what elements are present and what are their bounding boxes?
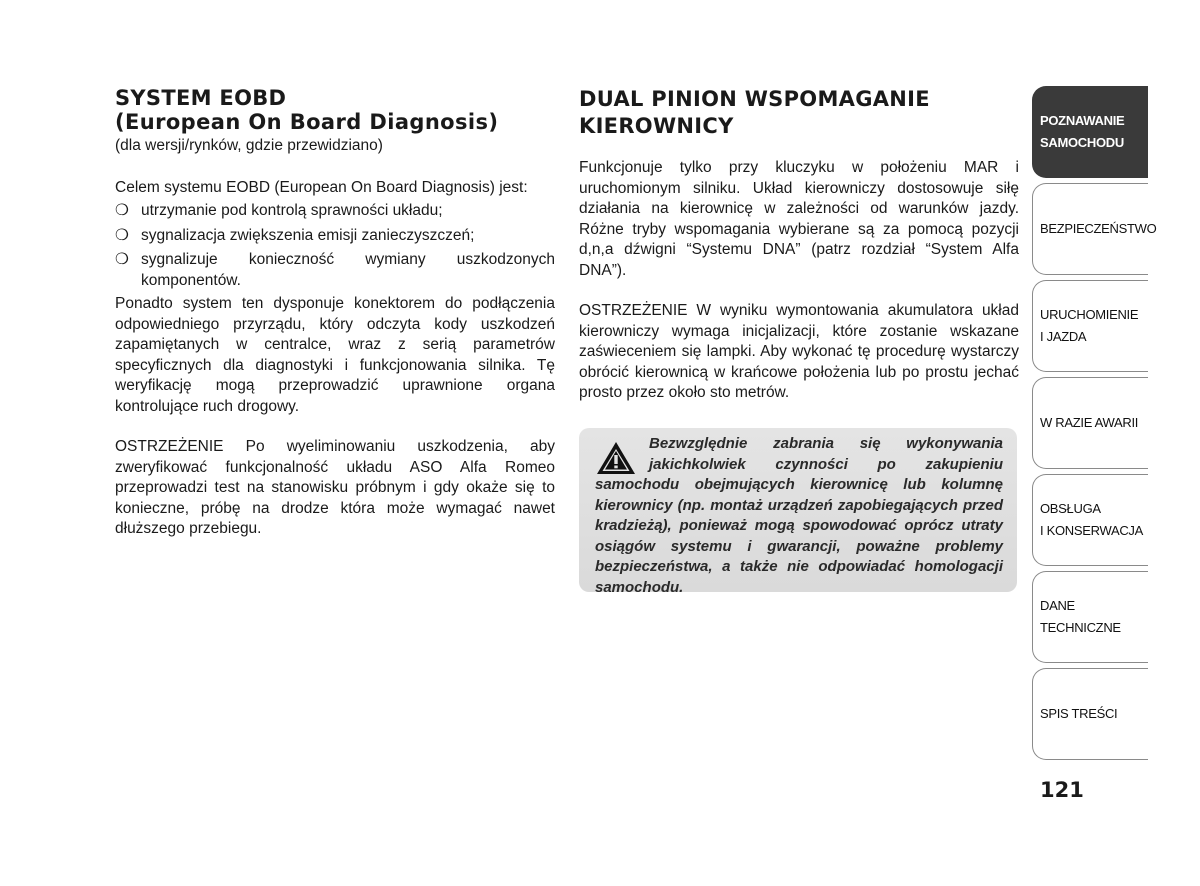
warning-text: Bezwzględnie zabrania się wykonywania jakichkolwiek czynności po zakupieniu samochodu obejmujących kierownicę lub kolumnę kierownicy (np. montaż urządzeń zapobiegających przed kradzieżą), ponieważ mogą spowodować oprócz utraty osiągów systemu i gwarancji, poważne problemy bezpieczeństwa, a także nie odpowiadać homologacji samochodu. — [595, 435, 1003, 596]
list-item: ❍ utrzymanie pod kontrolą sprawności układu; — [115, 201, 555, 222]
bullet-circle-icon: ❍ — [115, 226, 129, 244]
tab-dane-techniczne[interactable]: DANE TECHNICZNE — [1032, 571, 1148, 663]
tab-w-razie-awarii[interactable]: W RAZIE AWARII — [1032, 377, 1148, 469]
eobd-title — [115, 86, 555, 134]
eobd-title-sub: (European On Board Diagnosis) — [115, 110, 499, 134]
dual-pinion-title: DUAL PINION WSPOMAGANIE KIEROWNICY — [579, 87, 930, 138]
eobd-bullet-list — [115, 201, 555, 291]
eobd-warning-paragraph: OSTRZEŻENIE Po wyeliminowaniu uszkodzenia, aby zweryfikować funkcjonalność układu ASO Alfa Romeo przeprowadzi test na stanowisku próbnym i gdy okaże się to konieczne, próbę na drodze która może wymagać nawet dłuższego przebiegu. — [115, 438, 555, 537]
eobd-paragraph-connector: Ponadto system ten dysponuje konektorem do podłączenia odpowiedniego przyrządu, który odczyta kody uszkodzeń zapamiętanych w centralce, wraz z serią parametrów specyficznych dla diagnostyki i funkcjonowania silnika. Tę weryfikację mogą przeprowadzić uprawnione organa kontrolujące ruch drogowy. — [115, 295, 555, 415]
warning-box — [579, 428, 1017, 596]
chapter-tabs — [1032, 86, 1157, 765]
eobd-section — [115, 86, 555, 540]
eobd-availability-note: (dla wersji/rynków, gdzie przewidziano) — [115, 137, 383, 154]
tab-bezpieczenstwo[interactable]: BEZPIECZEŃSTWO — [1032, 183, 1148, 275]
list-item: ❍ sygnalizuje konieczność wymiany uszkodzonych komponentów. — [115, 251, 555, 289]
page-number: 121 — [1040, 778, 1084, 802]
tab-poznawanie-samochodu[interactable]: POZNAWANIE SAMOCHODU — [1032, 86, 1148, 178]
bullet-circle-icon: ❍ — [115, 202, 129, 219]
dual-pinion-warning-paragraph: OSTRZEŻENIE W wyniku wymontowania akumulatora układ kierowniczy wymaga inicjalizacji, które zostanie wskazane zaświeceniem się lampki. Aby wykonać tę procedurę wystarczy obrócić kierownicą w krańcowe położenia lub po prostu jechać prosto przez około sto metrów. — [579, 302, 1019, 401]
tab-spis-tresci[interactable]: SPIS TREŚCI — [1032, 668, 1148, 760]
dual-pinion-section — [579, 86, 1019, 404]
eobd-title-main: SYSTEM EOBD — [115, 86, 287, 110]
bullet-circle-icon: ❍ — [115, 251, 129, 268]
list-item: ❍ sygnalizacja zwiększenia emisji zanieczyszczeń; — [115, 226, 555, 247]
eobd-intro: Celem systemu EOBD (European On Board Diagnosis) jest: — [115, 178, 528, 196]
tab-obsluga-i-konserwacja[interactable]: OBSŁUGA I KONSERWACJA — [1032, 474, 1148, 566]
tab-uruchomienie-i-jazda[interactable]: URUCHOMIENIE I JAZDA — [1032, 280, 1148, 372]
dual-pinion-paragraph: Funkcjonuje tylko przy kluczyku w położeniu MAR i uruchomionym silniku. Układ kierowniczy dostosowuje siłę działania na kierownicę w zależności od warunków jazdy. Różne tryby wspomagania wybierane są za pomocą pozycji d,n,a dźwigni “Systemu DNA” (patrz rozdział “System Alfa DNA”). — [579, 159, 1019, 279]
